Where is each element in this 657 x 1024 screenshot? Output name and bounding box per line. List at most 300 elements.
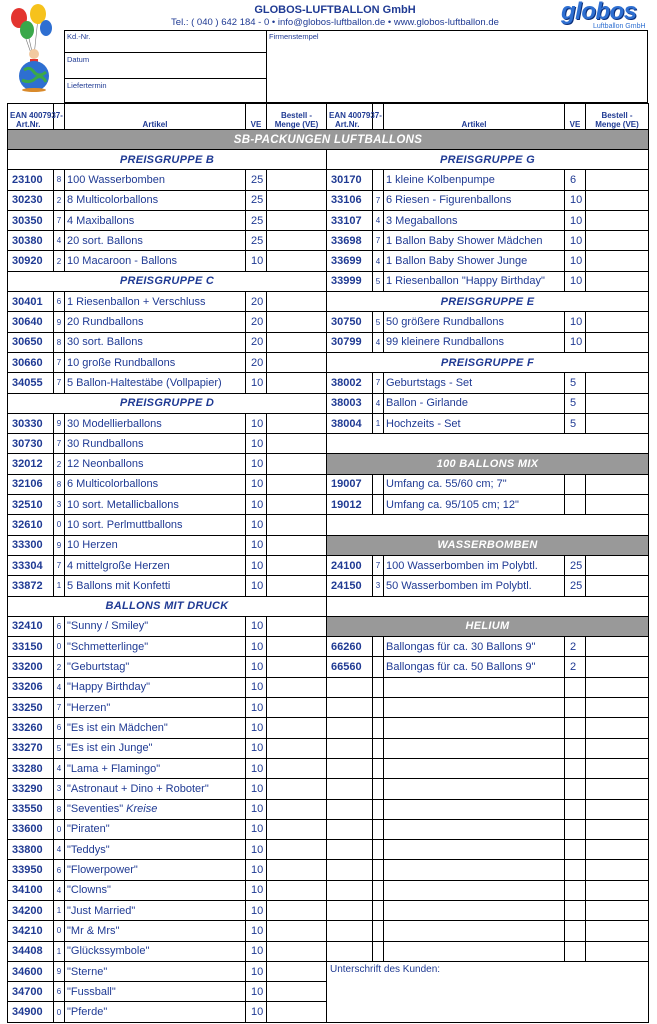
packing-unit: 2 (565, 657, 586, 677)
article-text: 1 Ballon Baby Shower Mädchen (386, 234, 543, 247)
article-name (65, 373, 246, 393)
packing-unit: 10 (246, 555, 267, 575)
order-quantity-input[interactable] (586, 840, 649, 860)
order-quantity-input[interactable] (267, 1002, 327, 1022)
table-row (8, 860, 649, 880)
packing-unit: 10 (246, 718, 267, 738)
article-text: "Just Married" (67, 904, 136, 917)
article-name (384, 413, 565, 433)
article-name (65, 718, 246, 738)
article-text: "Herzen" (67, 701, 111, 714)
order-quantity-input[interactable] (267, 718, 327, 738)
article-name (384, 576, 565, 596)
check-digit: 7 (54, 352, 65, 372)
table-row (8, 393, 649, 413)
article-text: 50 Wasserbomben im Polybtl. (386, 579, 532, 592)
article-text: 30 sort. Ballons (67, 336, 143, 349)
order-quantity-input[interactable] (267, 434, 327, 454)
table-row (8, 474, 649, 494)
order-quantity-input[interactable] (267, 982, 327, 1002)
order-quantity-input[interactable] (267, 880, 327, 900)
order-quantity-input[interactable] (267, 515, 327, 535)
order-quantity-input[interactable] (267, 616, 327, 636)
article-name (65, 799, 246, 819)
order-quantity-input[interactable] (267, 555, 327, 575)
customer-signature-field[interactable]: Unterschrift des Kunden: (327, 961, 649, 1022)
article-number: 32106 (8, 474, 54, 494)
check-digit: 4 (373, 332, 384, 352)
company-name: GLOBOS-LUFTBALLON GmbH (254, 4, 416, 16)
packing-unit (565, 495, 586, 515)
firmenstempel-field[interactable]: Firmenstempel (269, 32, 319, 41)
packing-unit: 10 (565, 332, 586, 352)
packing-unit: 25 (565, 555, 586, 575)
packing-unit: 10 (246, 961, 267, 981)
empty-cell (373, 758, 384, 778)
article-number: 19007 (327, 474, 373, 494)
order-quantity-input[interactable] (267, 535, 327, 555)
article-number: 33304 (8, 555, 54, 575)
customer-info-box (64, 30, 267, 103)
check-digit: 4 (373, 210, 384, 230)
brand-logo (553, 0, 653, 32)
article-text: Ballongas für ca. 30 Ballons 9" (386, 640, 536, 653)
packing-unit: 10 (246, 677, 267, 697)
article-name (65, 900, 246, 920)
article-name (384, 373, 565, 393)
order-quantity-input[interactable] (267, 210, 327, 230)
article-number: 33950 (8, 860, 54, 880)
packing-unit: 10 (246, 657, 267, 677)
order-quantity-input[interactable] (586, 637, 649, 657)
order-quantity-input[interactable] (267, 373, 327, 393)
order-quantity-input[interactable] (586, 900, 649, 920)
order-table (7, 103, 649, 1023)
packing-unit: 25 (246, 210, 267, 230)
check-digit: 2 (54, 251, 65, 271)
table-row (8, 596, 649, 616)
price-group-heading: PREISGRUPPE B (8, 150, 327, 170)
article-text: 50 größere Rundballons (386, 316, 505, 329)
article-name (65, 698, 246, 718)
order-quantity-input[interactable] (267, 332, 327, 352)
order-quantity-input[interactable] (267, 413, 327, 433)
order-quantity-input[interactable] (586, 657, 649, 677)
article-text: Umfang ca. 55/60 cm; 7" (386, 478, 507, 491)
check-digit: 7 (54, 373, 65, 393)
empty-cell (373, 921, 384, 941)
order-quantity-input[interactable] (267, 170, 327, 190)
empty-cell (384, 840, 565, 860)
empty-cell (384, 738, 565, 758)
order-quantity-input[interactable] (267, 352, 327, 372)
article-text: "Seventies" (67, 803, 124, 816)
empty-cell (373, 880, 384, 900)
article-number: 32410 (8, 616, 54, 636)
order-quantity-input[interactable] (586, 413, 649, 433)
table-row (8, 799, 649, 819)
order-quantity-input[interactable] (586, 373, 649, 393)
order-quantity-input[interactable] (586, 393, 649, 413)
order-quantity-input[interactable] (267, 312, 327, 332)
order-quantity-input[interactable] (586, 860, 649, 880)
article-name (384, 332, 565, 352)
empty-cell (565, 779, 586, 799)
order-quantity-input[interactable] (267, 738, 327, 758)
table-row (8, 170, 649, 190)
order-quantity-input[interactable] (267, 474, 327, 494)
article-number: 32012 (8, 454, 54, 474)
order-quantity-input[interactable] (586, 495, 649, 515)
empty-cell (384, 921, 565, 941)
bestell-header: Bestell - Menge (VE) (586, 104, 649, 130)
empty-cell (565, 819, 586, 839)
empty-cell (373, 799, 384, 819)
packing-unit: 5 (565, 373, 586, 393)
article-number: 33280 (8, 758, 54, 778)
order-quantity-input[interactable] (267, 961, 327, 981)
article-text: Geburtstags - Set (386, 376, 473, 389)
empty-cell (565, 738, 586, 758)
table-row (8, 576, 649, 596)
price-group-heading: PREISGRUPPE C (8, 271, 327, 291)
packing-unit: 10 (565, 251, 586, 271)
section-heading: WASSERBOMBEN (327, 535, 649, 555)
article-number: 34200 (8, 900, 54, 920)
check-digit: 7 (54, 210, 65, 230)
article-number: 33106 (327, 190, 373, 210)
check-digit: 6 (54, 982, 65, 1002)
order-quantity-input[interactable] (267, 900, 327, 920)
table-row (8, 251, 649, 271)
check-digit: 7 (54, 698, 65, 718)
article-text: 20 Rundballons (67, 316, 144, 329)
article-number: 33107 (327, 210, 373, 230)
packing-unit (565, 474, 586, 494)
packing-unit: 10 (565, 210, 586, 230)
article-number: 30660 (8, 352, 54, 372)
article-number: 33270 (8, 738, 54, 758)
order-quantity-input[interactable] (586, 190, 649, 210)
order-quantity-input[interactable] (586, 474, 649, 494)
empty-cell (327, 880, 373, 900)
order-quantity-input[interactable] (267, 819, 327, 839)
article-name (65, 677, 246, 697)
empty-cell (327, 779, 373, 799)
kd-nr-field[interactable]: Kd.-Nr. (67, 32, 91, 41)
empty-row (327, 596, 649, 616)
table-row (8, 312, 649, 332)
article-number: 33290 (8, 779, 54, 799)
order-quantity-input[interactable] (586, 738, 649, 758)
ean-header: EAN 4007937- Art.Nr. (327, 104, 373, 130)
main-title: SB-PACKUNGEN LUFTBALLONS (8, 130, 649, 150)
article-text: 100 Wasserbomben (67, 173, 166, 186)
order-quantity-input[interactable] (586, 819, 649, 839)
article-number: 33150 (8, 637, 54, 657)
table-row (8, 758, 649, 778)
packing-unit: 10 (246, 535, 267, 555)
packing-unit: 10 (246, 576, 267, 596)
article-text: 4 Maxiballons (67, 214, 135, 227)
packing-unit: 10 (246, 941, 267, 961)
order-quantity-input[interactable] (586, 921, 649, 941)
empty-cell (373, 738, 384, 758)
article-number: 30730 (8, 434, 54, 454)
empty-row (327, 515, 649, 535)
order-quantity-input[interactable] (267, 698, 327, 718)
article-number: 38003 (327, 393, 373, 413)
order-quantity-input[interactable] (267, 758, 327, 778)
contact-line: Tel.: ( 040 ) 642 184 - 0 • info@globos-luftballon.de • www.globos-luftballon.de (171, 17, 499, 28)
order-quantity-input[interactable] (586, 271, 649, 291)
article-text: Hochzeits - Set (386, 417, 461, 430)
article-number: 66260 (327, 637, 373, 657)
article-name (65, 941, 246, 961)
check-digit: 4 (54, 880, 65, 900)
check-digit: 9 (54, 961, 65, 981)
packing-unit: 10 (246, 860, 267, 880)
table-row (8, 332, 649, 352)
datum-field[interactable]: Datum (67, 55, 90, 64)
empty-cell (373, 900, 384, 920)
table-row (8, 738, 649, 758)
article-name (65, 961, 246, 981)
empty-cell (565, 941, 586, 961)
packing-unit: 10 (246, 616, 267, 636)
empty-row (327, 434, 649, 454)
packing-unit: 20 (246, 352, 267, 372)
article-text: 10 Herzen (67, 539, 118, 552)
table-body (8, 150, 649, 1023)
check-digit: 2 (54, 454, 65, 474)
empty-cell (565, 860, 586, 880)
article-number: 30380 (8, 231, 54, 251)
empty-cell (327, 921, 373, 941)
empty-cell (384, 860, 565, 880)
order-quantity-input[interactable] (267, 677, 327, 697)
check-digit: 4 (54, 231, 65, 251)
table-row (8, 150, 649, 170)
order-quantity-input[interactable] (267, 860, 327, 880)
article-name (65, 535, 246, 555)
article-number: 34600 (8, 961, 54, 981)
article-name (65, 231, 246, 251)
article-name (65, 576, 246, 596)
brand-wordmark: globos (561, 0, 637, 25)
packing-unit: 10 (246, 251, 267, 271)
order-quantity-input[interactable] (267, 495, 327, 515)
article-name (384, 231, 565, 251)
check-digit: 1 (54, 576, 65, 596)
liefertermin-field[interactable]: Liefertermin (67, 81, 107, 90)
table-row (8, 840, 649, 860)
article-text: 8 Multicolorballons (67, 194, 159, 207)
article-name (384, 393, 565, 413)
order-quantity-input[interactable] (267, 840, 327, 860)
check-digit: 8 (54, 474, 65, 494)
packing-unit: 10 (246, 413, 267, 433)
packing-unit: 10 (246, 474, 267, 494)
article-number: 30640 (8, 312, 54, 332)
article-name (65, 495, 246, 515)
article-number: 34055 (8, 373, 54, 393)
article-number: 34900 (8, 1002, 54, 1022)
article-name (65, 190, 246, 210)
order-quantity-input[interactable] (586, 312, 649, 332)
article-name (65, 616, 246, 636)
table-row (8, 210, 649, 230)
article-name (65, 292, 246, 312)
order-quantity-input[interactable] (586, 880, 649, 900)
check-digit: 2 (54, 657, 65, 677)
article-text: Ballongas für ca. 50 Ballons 9" (386, 661, 536, 674)
check-digit: 7 (373, 555, 384, 575)
empty-cell (565, 758, 586, 778)
article-text: "Es ist ein Junge" (67, 742, 153, 755)
article-name (65, 474, 246, 494)
order-quantity-input[interactable] (267, 637, 327, 657)
check-digit (373, 495, 384, 515)
check-digit: 9 (54, 413, 65, 433)
article-name (65, 819, 246, 839)
order-quantity-input[interactable] (267, 799, 327, 819)
table-row (8, 657, 649, 677)
article-name (65, 657, 246, 677)
article-text: 1 kleine Kolbenpumpe (386, 173, 495, 186)
empty-cell (384, 900, 565, 920)
packing-unit: 10 (246, 1002, 267, 1022)
table-row (8, 434, 649, 454)
packing-unit: 10 (246, 434, 267, 454)
article-name (65, 738, 246, 758)
order-quantity-input[interactable] (586, 941, 649, 961)
article-name (65, 170, 246, 190)
article-name (65, 434, 246, 454)
order-quantity-input[interactable] (267, 454, 327, 474)
order-quantity-input[interactable] (267, 292, 327, 312)
empty-cell (327, 738, 373, 758)
article-text: 5 Ballon-Haltestäbe (Vollpapier) (67, 376, 222, 389)
packing-unit: 20 (246, 292, 267, 312)
order-quantity-input[interactable] (267, 941, 327, 961)
order-quantity-input[interactable] (267, 779, 327, 799)
check-digit: 1 (373, 413, 384, 433)
article-number: 33698 (327, 231, 373, 251)
order-quantity-input[interactable] (267, 576, 327, 596)
order-quantity-input[interactable] (267, 921, 327, 941)
column-header-row (8, 104, 649, 130)
empty-cell (384, 677, 565, 697)
order-quantity-input[interactable] (267, 231, 327, 251)
empty-cell (327, 758, 373, 778)
order-quantity-input[interactable] (586, 555, 649, 575)
check-digit: 7 (373, 373, 384, 393)
article-number: 34700 (8, 982, 54, 1002)
article-text: 99 kleinere Rundballons (386, 336, 505, 349)
order-quantity-input[interactable] (267, 190, 327, 210)
article-number: 33260 (8, 718, 54, 738)
check-digit: 0 (54, 1002, 65, 1022)
article-name (65, 637, 246, 657)
article-name (65, 758, 246, 778)
article-text: "Happy Birthday" (67, 681, 151, 694)
order-quantity-input[interactable] (586, 779, 649, 799)
order-quantity-input[interactable] (586, 170, 649, 190)
order-quantity-input[interactable] (586, 231, 649, 251)
order-quantity-input[interactable] (267, 657, 327, 677)
check-digit (373, 170, 384, 190)
empty-cell (384, 941, 565, 961)
article-text: 30 Rundballons (67, 437, 144, 450)
packing-unit: 10 (246, 515, 267, 535)
article-number: 30920 (8, 251, 54, 271)
packing-unit: 5 (565, 393, 586, 413)
article-text: 3 Megaballons (386, 214, 458, 227)
table-row (8, 616, 649, 636)
article-name (65, 352, 246, 372)
article-number: 23100 (8, 170, 54, 190)
bestell-header: Bestell - Menge (VE) (267, 104, 327, 130)
order-quantity-input[interactable] (586, 677, 649, 697)
price-group-heading: BALLONS MIT DRUCK (8, 596, 327, 616)
check-digit: 8 (54, 799, 65, 819)
price-group-heading: PREISGRUPPE F (327, 352, 649, 372)
check-digit: 5 (54, 738, 65, 758)
section-heading: 100 BALLONS MIX (327, 454, 649, 474)
article-name (384, 555, 565, 575)
empty-cell (384, 758, 565, 778)
price-group-heading: PREISGRUPPE D (8, 393, 327, 413)
order-quantity-input[interactable] (586, 210, 649, 230)
artikel-header: Artikel (384, 104, 565, 130)
order-quantity-input[interactable] (586, 758, 649, 778)
price-group-heading: PREISGRUPPE G (327, 150, 649, 170)
article-name (65, 515, 246, 535)
article-text: "Clowns" (67, 884, 111, 897)
article-number: 33250 (8, 698, 54, 718)
article-text: 6 Multicolorballons (67, 478, 159, 491)
check-digit: 0 (54, 921, 65, 941)
article-name (65, 555, 246, 575)
empty-cell (373, 819, 384, 839)
article-text: "Flowerpower" (67, 864, 138, 877)
article-text: 4 mittelgroße Herzen (67, 559, 170, 572)
table-row (8, 779, 649, 799)
packing-unit: 20 (246, 332, 267, 352)
empty-cell (384, 779, 565, 799)
order-quantity-input[interactable] (586, 718, 649, 738)
empty-cell (373, 941, 384, 961)
check-digit: 7 (373, 190, 384, 210)
packing-unit: 10 (246, 637, 267, 657)
order-quantity-input[interactable] (586, 576, 649, 596)
table-row (8, 373, 649, 393)
order-quantity-input[interactable] (586, 799, 649, 819)
article-text: "Glückssymbole" (67, 945, 150, 958)
check-digit: 5 (373, 271, 384, 291)
empty-cell (565, 677, 586, 697)
article-number: 30350 (8, 210, 54, 230)
order-quantity-input[interactable] (267, 251, 327, 271)
order-quantity-input[interactable] (586, 251, 649, 271)
article-name (65, 982, 246, 1002)
order-quantity-input[interactable] (586, 332, 649, 352)
order-quantity-input[interactable] (586, 698, 649, 718)
empty-cell (327, 677, 373, 697)
table-row (8, 231, 649, 251)
article-name (384, 657, 565, 677)
